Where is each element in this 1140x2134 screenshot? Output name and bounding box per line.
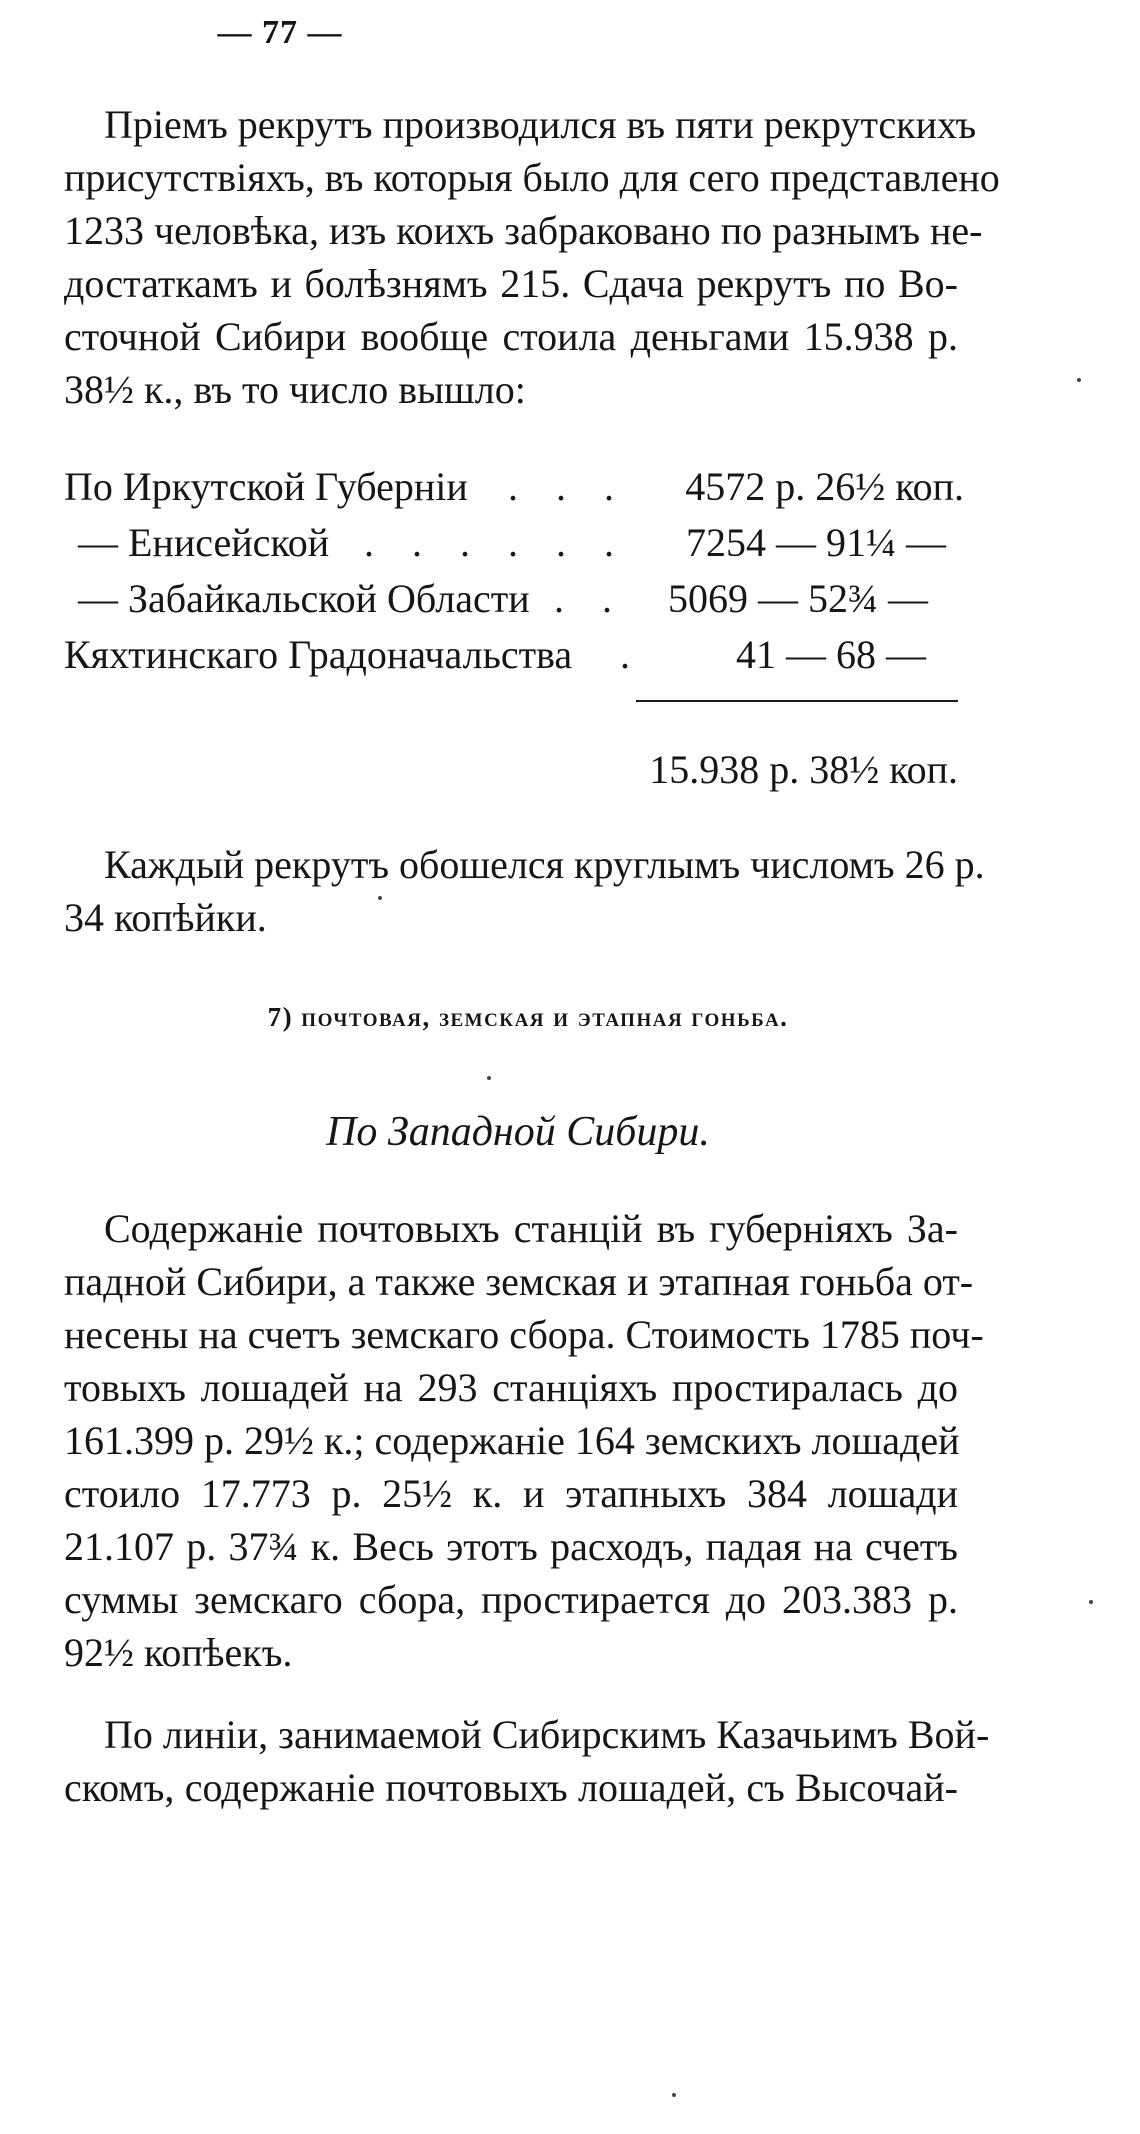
text-line: Содержаніе почтовыхъ станцій въ губерніяхъ За- bbox=[104, 1206, 958, 1251]
text-line: товыхъ лошадей на 293 станціяхъ простиралась до bbox=[64, 1365, 958, 1410]
paragraph-cost-per-recruit bbox=[64, 838, 985, 944]
print-speck bbox=[1089, 1600, 1093, 1604]
text-line: скомъ, содержаніе почтовыхъ лошадей, съ Высочай- bbox=[64, 1765, 958, 1810]
table-row-amount: 5069 — 52¾ — bbox=[668, 576, 928, 621]
total-rule bbox=[636, 700, 958, 702]
print-speck bbox=[487, 1076, 491, 1080]
text-line: 161.399 р. 29½ к.; содержаніе 164 земскихъ лошадей bbox=[64, 1418, 960, 1463]
text-line: стоило 17.773 р. 25½ к. и этапныхъ 384 лошади bbox=[64, 1471, 958, 1516]
leader-dots: . bbox=[620, 632, 644, 677]
leader-dots: . . . bbox=[508, 464, 628, 509]
text-line: 21.107 р. 37¾ к. Весь этотъ расходъ, падая на счетъ bbox=[64, 1524, 958, 1569]
text-line: 92½ копѣекъ. bbox=[64, 1630, 293, 1675]
table-row-label: — Енисейской bbox=[78, 520, 330, 565]
paragraph-recruit-intake bbox=[64, 98, 1000, 416]
table-row-amount: 7254 — 91¼ — bbox=[686, 520, 946, 565]
text-line: присутствіяхъ, въ которыя было для сего представлено bbox=[64, 155, 1000, 200]
text-line: достаткамъ и болѣзнямъ 215. Сдача рекрутъ по Во- bbox=[64, 261, 958, 306]
table-row-label: — Забайкальской Области bbox=[78, 576, 530, 621]
text-line: сточной Сибири вообще стоила деньгами 15.938 р. bbox=[64, 314, 958, 359]
table-row bbox=[64, 515, 964, 571]
print-speck bbox=[672, 2093, 676, 2097]
text-line: 34 копѣйки. bbox=[64, 895, 267, 940]
text-line: 1233 человѣка, изъ коихъ забраковано по разнымъ не- bbox=[64, 208, 983, 253]
table-row bbox=[64, 627, 964, 683]
text-line: Пріемъ рекрутъ производился въ пяти рекрутскихъ bbox=[104, 102, 977, 147]
section-heading: 7) почтовая, земская и этапная гоньба. bbox=[267, 1002, 789, 1032]
print-speck bbox=[1077, 378, 1081, 382]
table-row-label: По Иркутской Губерніи bbox=[64, 464, 468, 509]
text-line: По линіи, занимаемой Сибирскимъ Казачьимъ Вой- bbox=[104, 1712, 990, 1757]
table-row-amount: 4572 р. 26½ коп. bbox=[685, 464, 964, 509]
text-line: 38½ к., въ то число вышло: bbox=[64, 367, 526, 412]
table-row bbox=[64, 571, 964, 627]
print-speck bbox=[378, 896, 382, 900]
table-row bbox=[64, 459, 964, 515]
text-line: Каждый рекрутъ обошелся круглымъ числомъ 26 р. bbox=[104, 842, 985, 887]
table-row-label: Кяхтинскаго Градоначальства bbox=[64, 632, 573, 677]
leader-dots: . . bbox=[554, 576, 626, 621]
text-line: суммы земскаго сбора, простирается до 203.383 р. bbox=[64, 1577, 958, 1622]
table-total: 15.938 р. 38½ коп. bbox=[649, 747, 958, 792]
text-line: падной Сибири, а также земская и этапная гоньба от- bbox=[64, 1259, 974, 1304]
section-subheading: По Западной Сибири. bbox=[326, 1109, 710, 1155]
paragraph-postal-stations bbox=[64, 1202, 984, 1679]
table-row-amount: 41 — 68 — bbox=[736, 632, 926, 677]
recruit-cost-table bbox=[64, 459, 964, 683]
paragraph-cossack-line bbox=[64, 1708, 990, 1814]
page-number: — 77 — bbox=[217, 14, 343, 51]
leader-dots: . . . . . . bbox=[364, 520, 628, 565]
text-line: несены на счетъ земскаго сбора. Стоимость 1785 поч- bbox=[64, 1312, 984, 1357]
